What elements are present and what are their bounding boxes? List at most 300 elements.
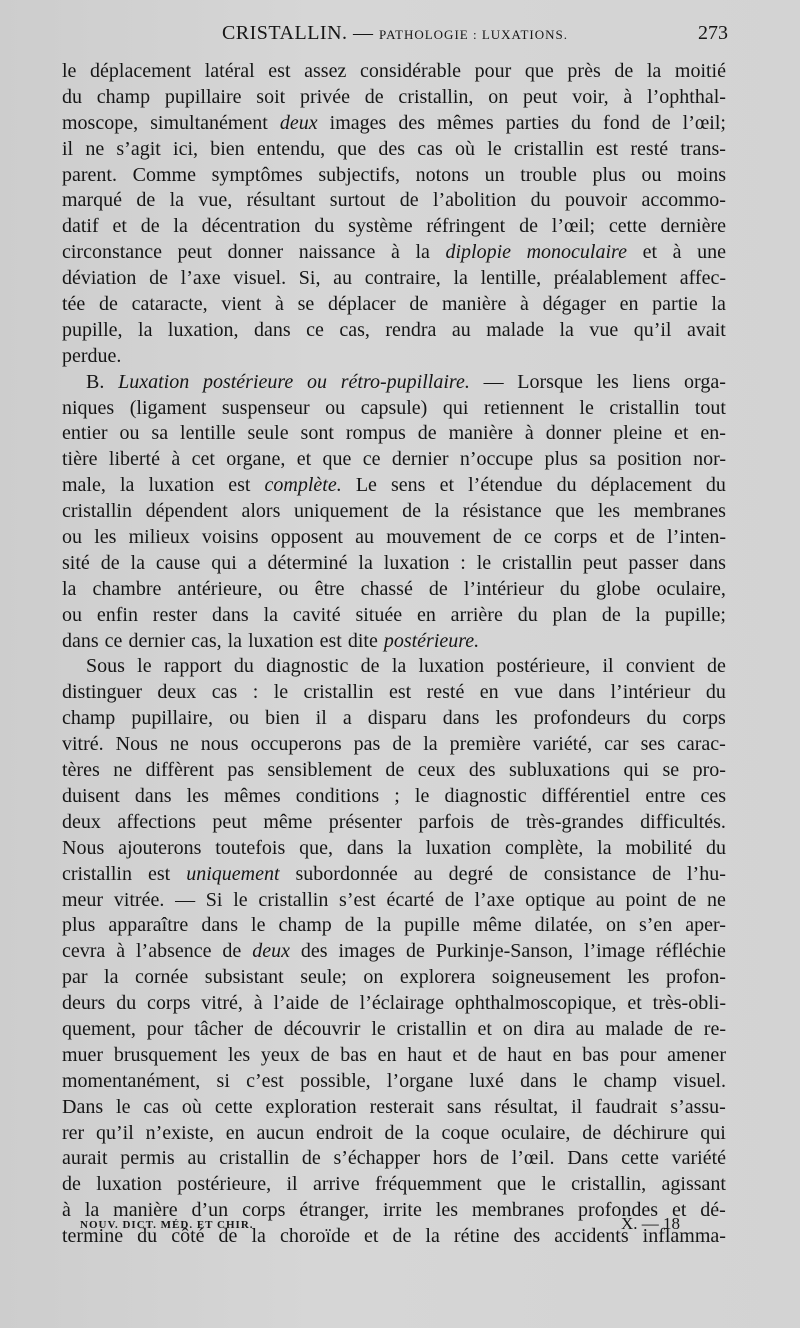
word: il — [286, 1173, 298, 1196]
word: l’éclairage — [359, 992, 445, 1015]
word: luxation — [248, 629, 314, 652]
word: la — [397, 836, 412, 859]
word: visuel. — [233, 267, 287, 290]
italic-word: rétro-pupillaire. — [340, 370, 470, 393]
word: vient — [221, 293, 262, 316]
page-footer — [80, 1214, 680, 1237]
word: pupille; — [664, 603, 726, 626]
word: s’assu- — [670, 1095, 726, 1118]
word: bien — [265, 707, 300, 730]
word: à — [524, 422, 534, 445]
word: peut — [582, 551, 618, 574]
word: nor- — [693, 448, 726, 471]
word: vitrée. — [113, 888, 165, 911]
word: amener — [667, 1043, 726, 1066]
word: Purkinje-Sanson, — [435, 940, 574, 963]
word: l’ophthal- — [647, 85, 726, 108]
word: de — [636, 526, 655, 549]
word: des — [378, 137, 406, 160]
word: momentanément, — [62, 1069, 201, 1092]
word: cristallin — [396, 1017, 467, 1040]
word: soigneusement — [491, 966, 611, 989]
word: tière — [62, 448, 98, 471]
text-line — [62, 758, 726, 784]
word: ne — [706, 888, 726, 911]
word: opposent — [270, 526, 343, 549]
word: et — [674, 422, 689, 445]
word: cristallin — [502, 551, 573, 574]
word: marqué — [62, 189, 122, 212]
word: de — [652, 862, 671, 885]
word: réfléchie — [655, 940, 726, 963]
word: de — [399, 189, 419, 212]
word: oculaire, — [656, 577, 726, 600]
word: naissance — [298, 241, 376, 264]
word: déplacer — [327, 293, 396, 316]
word: peut — [177, 241, 212, 264]
word: occuperons — [250, 733, 342, 756]
word: pas — [353, 733, 381, 756]
word: variété — [671, 1147, 726, 1170]
word: que — [337, 137, 367, 160]
text-line — [62, 396, 726, 422]
word: sensiblement — [267, 759, 372, 782]
word: les — [597, 500, 621, 523]
word: l’œil; — [682, 111, 726, 134]
word: cristallin — [219, 1147, 290, 1170]
word: de — [344, 914, 364, 937]
word: la — [559, 318, 574, 341]
word: arrive — [312, 1173, 360, 1196]
word: c’est — [246, 1069, 284, 1092]
word: déplacement — [90, 60, 192, 82]
word: la — [119, 474, 135, 497]
word: l’œil. — [511, 1147, 555, 1170]
word: ce — [362, 448, 381, 471]
word: dans — [558, 681, 596, 704]
word: il — [602, 655, 614, 678]
word: muer — [62, 1043, 104, 1066]
word: est — [388, 681, 412, 704]
text-line — [62, 447, 726, 473]
word: la — [646, 60, 662, 82]
word: plus — [62, 914, 96, 937]
header-subtitle: PATHOLOGIE : LUXATIONS. — [379, 27, 569, 42]
word: corps — [682, 707, 726, 730]
word: la — [425, 1225, 440, 1248]
word: pas — [227, 759, 255, 782]
text-line — [62, 214, 726, 240]
word: rapport — [163, 655, 222, 678]
word: assez — [304, 60, 347, 82]
word: affec- — [679, 267, 726, 290]
text-line — [62, 629, 726, 655]
text-line — [62, 59, 726, 85]
word: Nous — [115, 733, 158, 756]
word: dernier — [391, 448, 449, 471]
word: Si, — [298, 267, 321, 290]
word: de — [392, 1225, 412, 1248]
word: les — [627, 966, 650, 989]
word: parent. — [62, 163, 117, 186]
text-line — [62, 1017, 726, 1043]
word: cristallin, — [571, 1173, 647, 1196]
word: écarté — [386, 888, 435, 911]
word: pupillaire — [164, 85, 242, 108]
word: de — [509, 862, 528, 885]
word: sa — [589, 448, 606, 471]
word: est — [228, 474, 251, 497]
word: cristallin — [62, 862, 132, 885]
text-line — [62, 1069, 726, 1095]
word: cevra — [62, 940, 106, 963]
word: dépendent — [145, 500, 228, 523]
word: de — [99, 293, 118, 316]
word: cette — [621, 1147, 659, 1170]
word: exploration — [265, 1095, 357, 1118]
word: s’en — [638, 914, 673, 937]
word: subluxations — [508, 759, 611, 782]
word: ne — [113, 759, 133, 782]
word: cavité — [292, 603, 341, 626]
word: de — [385, 759, 405, 782]
word: du — [62, 85, 82, 108]
word: déviation — [62, 267, 137, 290]
word: cristallin — [513, 137, 584, 160]
text-line — [62, 603, 726, 629]
word: de — [364, 85, 384, 108]
word: dira — [533, 1017, 565, 1040]
word: où — [455, 137, 475, 160]
word: l’intérieur — [463, 577, 544, 600]
word: luxation — [418, 655, 485, 678]
italic-word: ou — [307, 370, 328, 393]
word: l’image — [583, 940, 646, 963]
italic-word: Luxation — [118, 370, 190, 393]
word: termine — [62, 1225, 124, 1248]
word: déchirure — [612, 1121, 689, 1144]
word: capsule) — [360, 396, 428, 419]
word: la — [391, 655, 407, 678]
word: entier — [62, 422, 108, 445]
word: la — [104, 966, 119, 989]
word: mobilité — [625, 836, 693, 859]
word: images — [338, 940, 396, 963]
word: dernière — [660, 215, 726, 238]
word: et — [642, 241, 657, 264]
word: première — [449, 733, 521, 756]
word: cornée — [134, 966, 189, 989]
word: notons — [415, 163, 469, 186]
word: car — [604, 733, 629, 756]
word: de — [582, 1121, 602, 1144]
word: subordonnée — [295, 862, 398, 885]
word: l’étendue — [468, 474, 543, 497]
word: il — [571, 1095, 583, 1118]
word: vue — [589, 318, 619, 341]
word: des — [513, 1225, 541, 1248]
word: pupille, — [62, 318, 123, 341]
word: du — [233, 655, 254, 678]
running-header — [62, 22, 728, 50]
text-line — [62, 292, 726, 318]
word: mouvement — [386, 526, 481, 549]
word: du — [705, 681, 726, 704]
word: dans — [442, 707, 480, 730]
word: de — [149, 267, 168, 290]
word: pro- — [692, 759, 726, 782]
word: resté — [630, 137, 669, 160]
word: aucun — [256, 1121, 305, 1144]
word: perdue. — [62, 344, 122, 367]
word: passer — [628, 551, 679, 574]
word: de — [519, 215, 538, 238]
word: le — [541, 1173, 556, 1196]
word: de — [218, 1225, 238, 1248]
word: Si — [205, 888, 223, 911]
word: luxé — [469, 1069, 504, 1092]
word: ou — [119, 422, 140, 445]
word: enfin — [96, 603, 138, 626]
word: du — [705, 474, 726, 497]
word: ceux — [417, 759, 456, 782]
word: permis — [120, 1147, 175, 1170]
word: corps — [553, 526, 598, 549]
word: n’occupe — [459, 448, 534, 471]
word: cas — [211, 681, 238, 704]
text-line — [62, 266, 726, 292]
word: et — [477, 1017, 492, 1040]
word: affections — [117, 810, 196, 833]
word: la — [138, 318, 153, 341]
word: soit — [256, 85, 286, 108]
word: du — [530, 189, 551, 212]
word: nous — [200, 733, 239, 756]
word: dernier — [128, 629, 186, 652]
word: voir, — [572, 85, 609, 108]
word: peut — [522, 85, 558, 108]
word: a — [247, 551, 257, 574]
word: simultanément — [150, 111, 268, 134]
word: qui — [700, 1121, 726, 1144]
word: dans — [62, 629, 99, 652]
italic-word: diplopie — [445, 241, 512, 264]
word: trouble — [520, 163, 577, 186]
word: se — [662, 759, 680, 782]
word: disparu — [367, 707, 427, 730]
word: ne — [169, 733, 189, 756]
word: Comme — [132, 163, 196, 186]
word: endroit — [316, 1121, 373, 1144]
word: et — [671, 1199, 687, 1222]
word: position — [617, 448, 682, 471]
text-line — [62, 784, 726, 810]
text-line — [62, 1121, 726, 1147]
word: en — [479, 681, 499, 704]
word: dé- — [700, 1199, 726, 1222]
word: est — [595, 137, 619, 160]
italic-word: postérieure. — [383, 629, 480, 652]
word: les — [186, 784, 209, 807]
word: l’aide — [273, 992, 320, 1015]
word: le — [414, 784, 430, 807]
word: vitré. — [62, 733, 104, 756]
word: sans — [446, 1095, 482, 1118]
text-line — [62, 965, 726, 991]
word: la — [173, 215, 188, 238]
word: deux — [62, 810, 101, 833]
word: rétine — [453, 1225, 500, 1248]
text-line — [62, 706, 726, 732]
word: liens — [632, 370, 671, 393]
word: cet — [191, 448, 215, 471]
word: du — [559, 577, 580, 600]
word: à — [62, 1199, 71, 1222]
word: ce — [104, 629, 123, 652]
word: dans — [212, 603, 249, 626]
word: l’abolition — [432, 189, 517, 212]
word: dans — [201, 914, 238, 937]
word: s’échapper — [333, 1147, 421, 1170]
word: que — [322, 448, 352, 471]
word: de — [140, 215, 160, 238]
word: de — [444, 888, 464, 911]
text-line — [62, 991, 726, 1017]
word: plus — [544, 448, 578, 471]
text-line — [62, 654, 726, 680]
word: manière — [441, 293, 507, 316]
word: alors — [241, 500, 281, 523]
word: les — [495, 707, 518, 730]
text-line — [62, 473, 726, 499]
word: diagnostic — [444, 784, 527, 807]
word: dilatée, — [534, 914, 593, 937]
word: re- — [703, 1017, 726, 1040]
word: haut — [507, 1043, 542, 1066]
word: resterait — [369, 1095, 434, 1118]
word: la — [635, 603, 650, 626]
word: moitié — [674, 60, 726, 82]
word: pupillaire, — [131, 707, 214, 730]
word: très-obli- — [652, 992, 726, 1015]
word: le — [487, 137, 502, 160]
word: lentille — [180, 422, 236, 445]
word: on — [605, 914, 626, 937]
italic-word: monoculaire — [526, 241, 627, 264]
word: malade — [605, 1017, 664, 1040]
word: la — [251, 1225, 266, 1248]
word: Dans — [567, 1147, 609, 1170]
word: du — [556, 474, 577, 497]
word: de — [614, 60, 634, 82]
word: et — [627, 992, 642, 1015]
word: et — [452, 1043, 467, 1066]
word: en — [225, 1121, 245, 1144]
text-line — [62, 318, 726, 344]
word: à — [390, 241, 400, 264]
word: sa — [151, 422, 169, 445]
word: la — [415, 241, 430, 264]
word: de — [492, 526, 512, 549]
text-line — [62, 1172, 726, 1198]
word: globe — [596, 577, 641, 600]
word: des — [398, 111, 426, 134]
word: haut — [407, 1043, 442, 1066]
word: de — [428, 577, 448, 600]
word: : — [252, 681, 259, 704]
word: carac- — [677, 733, 726, 756]
word: résultat, — [494, 1095, 559, 1118]
word: le — [476, 551, 492, 574]
word: la — [376, 914, 392, 937]
word: donner — [545, 422, 602, 445]
word: moins — [677, 163, 726, 186]
word: organe, — [226, 448, 286, 471]
word: cause — [155, 551, 201, 574]
word: seule — [247, 422, 289, 445]
word: ou — [278, 577, 299, 600]
italic-word: postérieure — [202, 370, 294, 393]
word: consistance — [543, 862, 637, 885]
word: de — [384, 1121, 404, 1144]
word: retiennent — [483, 396, 564, 419]
word: suspenseur — [221, 396, 310, 419]
word: choroïde — [279, 1225, 350, 1248]
word: et — [296, 448, 312, 471]
word: deurs — [62, 992, 106, 1015]
word: dans — [520, 1069, 557, 1092]
word: pouvoir — [564, 189, 628, 212]
word: profondes — [578, 1199, 659, 1222]
italic-word: deux — [279, 111, 318, 134]
word: toutefois — [215, 836, 286, 859]
word: au — [413, 862, 433, 885]
word: : — [460, 551, 466, 574]
word: le — [273, 681, 289, 704]
word: plus — [592, 163, 626, 186]
word: de — [601, 603, 621, 626]
word: cristallin — [609, 396, 680, 419]
word: luxation, — [167, 318, 239, 341]
word: rendra — [385, 318, 437, 341]
word: et — [364, 1225, 379, 1248]
word: ou — [62, 526, 82, 549]
word: située — [355, 603, 403, 626]
word: on — [363, 966, 384, 989]
word: agissant — [661, 1173, 726, 1196]
word: qui — [623, 759, 650, 782]
word: rester — [152, 603, 198, 626]
word: ici, — [173, 137, 199, 160]
word: en — [377, 1043, 397, 1066]
word: ou — [62, 603, 82, 626]
text-line — [62, 1146, 726, 1172]
word: l’axe — [474, 888, 515, 911]
word: du — [137, 1225, 158, 1248]
word: cristallin — [258, 888, 329, 911]
word: résultant — [246, 189, 316, 212]
word: de — [477, 1043, 497, 1066]
word: la — [84, 1199, 100, 1222]
word: arrière — [450, 603, 503, 626]
word: ne — [85, 137, 105, 160]
word: où — [181, 1095, 202, 1118]
word: explorera — [399, 966, 476, 989]
word: dite — [347, 629, 378, 652]
text-line — [62, 939, 726, 965]
word: tée — [62, 293, 86, 316]
word: rompus — [345, 422, 406, 445]
